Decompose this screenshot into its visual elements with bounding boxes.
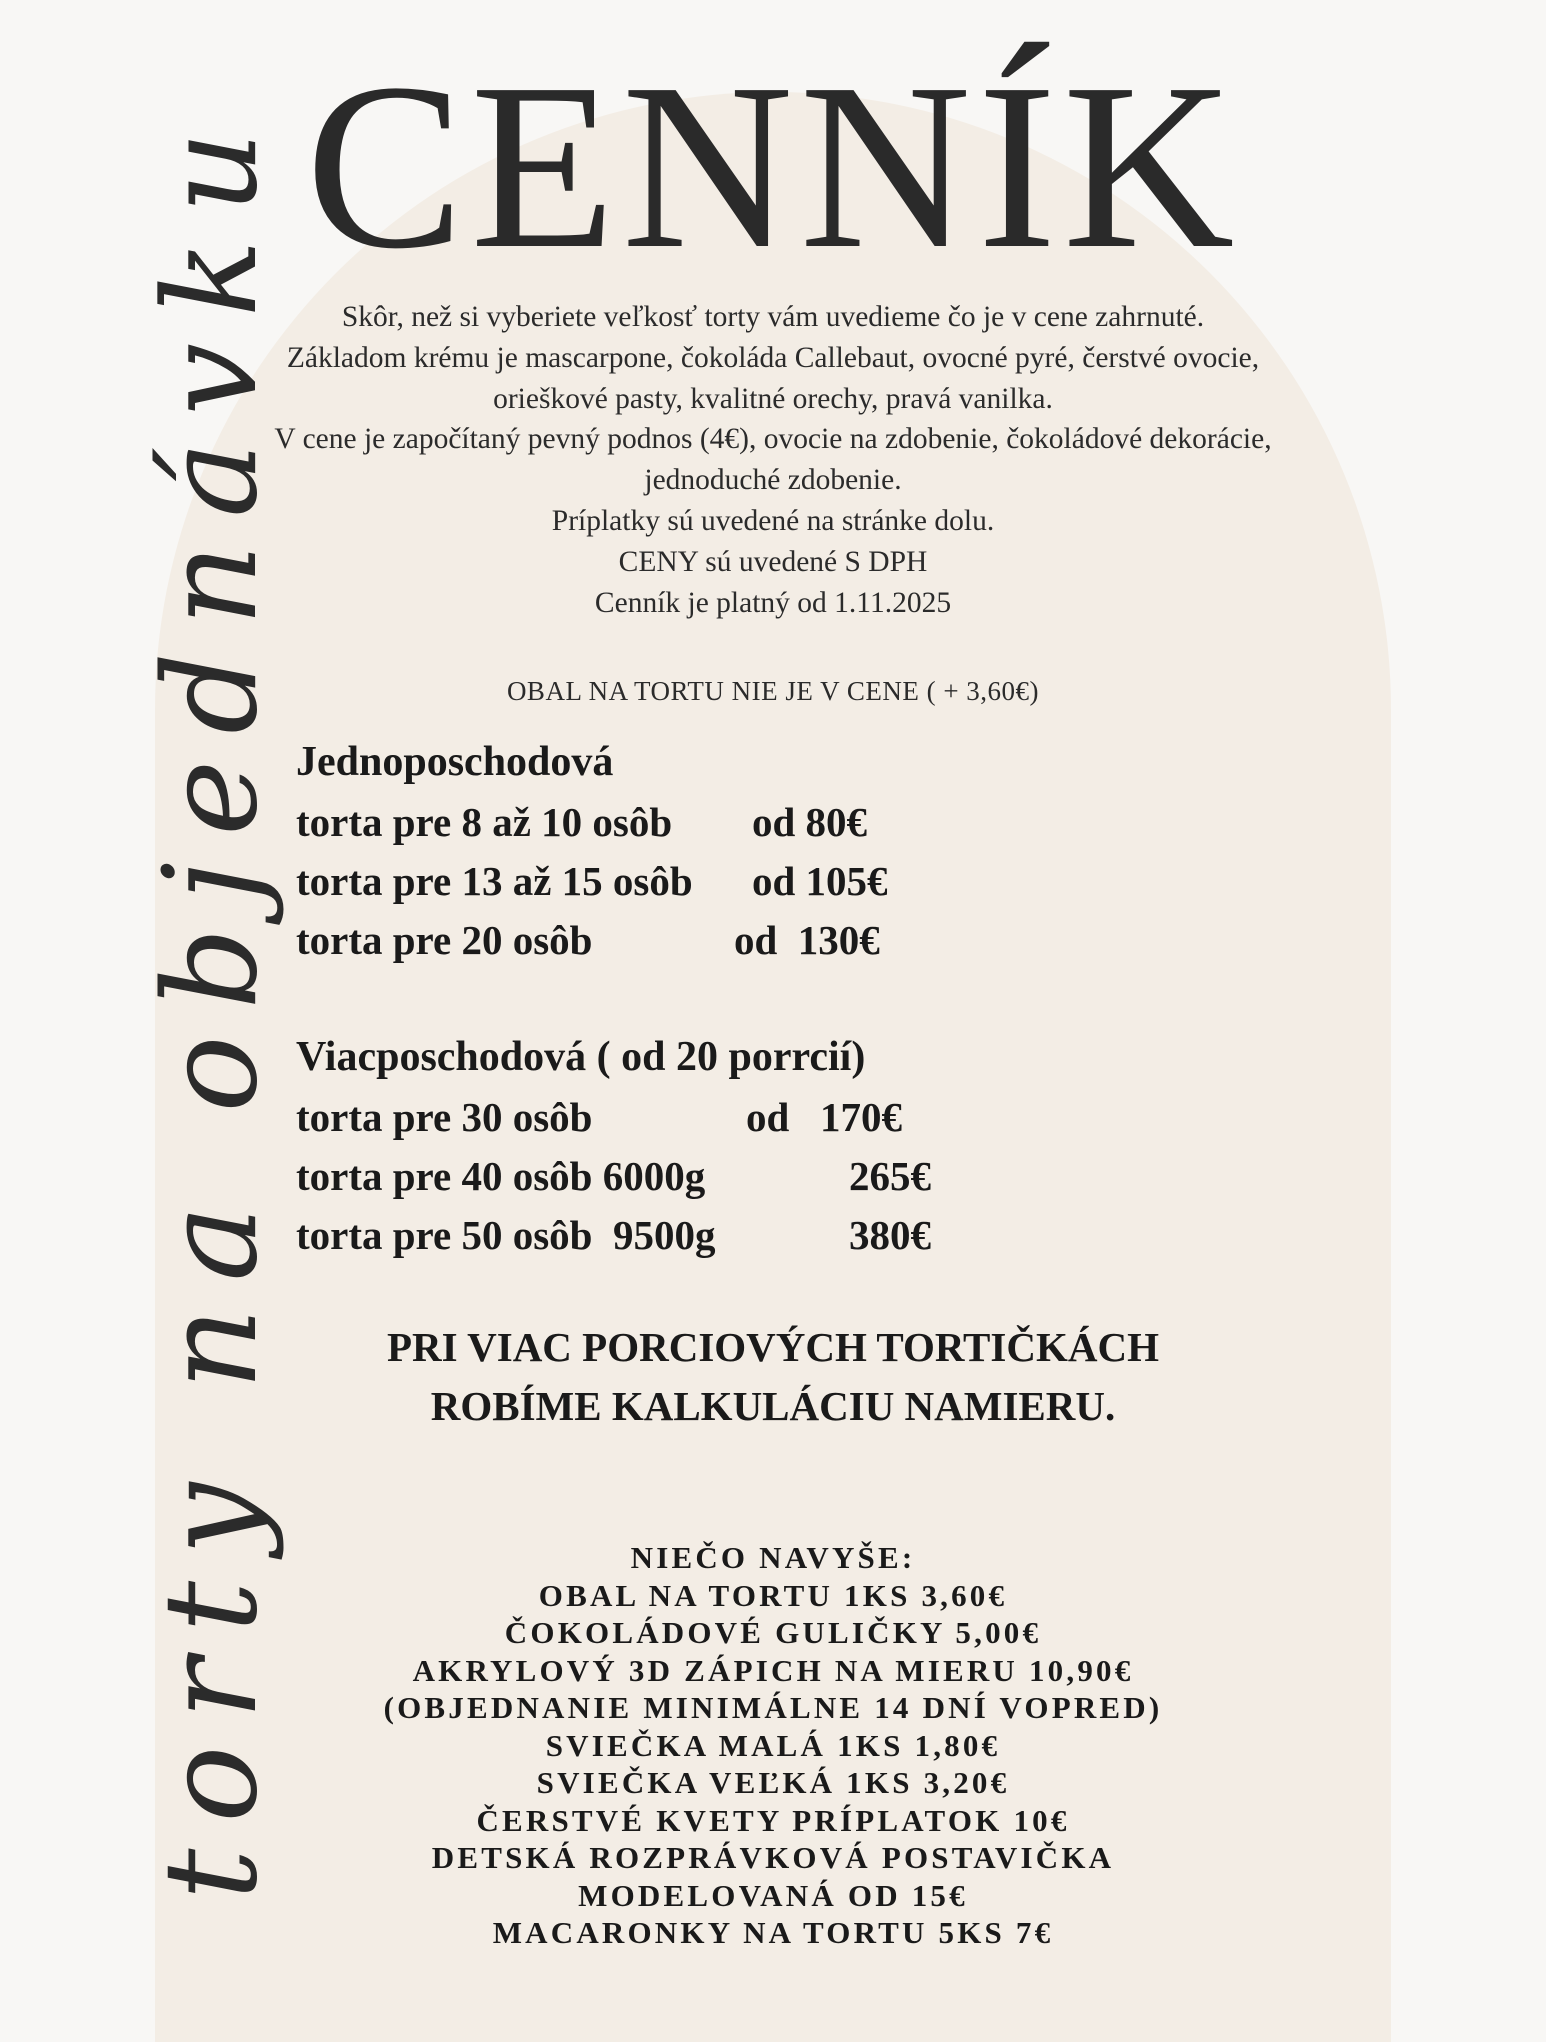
price-row-price: 265€ — [849, 1153, 931, 1199]
price-row-label: torta pre 8 až 10 osôb — [296, 799, 673, 845]
price-row-label: torta pre 13 až 15 osôb — [296, 858, 693, 904]
price-row-label: torta pre 40 osôb 6000g — [296, 1153, 706, 1199]
intro-line: Skôr, než si vyberiete veľkosť torty vám uvedieme čo je v cene zahrnuté. — [341, 301, 1205, 333]
price-row-price: od 80€ — [752, 799, 868, 845]
packaging-notice: OBAL NA TORTU NIE JE V CENE ( + 3,60€) — [506, 676, 1040, 706]
custom-calculation-note — [173, 1318, 1373, 1436]
extras-list — [173, 1539, 1373, 1952]
extras-item: DETSKÁ ROZPRÁVKOVÁ POSTAVIČKA — [431, 1840, 1115, 1875]
price-row-label: torta pre 30 osôb — [296, 1094, 593, 1140]
extras-item: SVIEČKA MALÁ 1KS 1,80€ — [545, 1727, 1001, 1763]
price-row-price: 380€ — [849, 1212, 931, 1258]
extras-item: AKRYLOVÝ 3D ZÁPICH NA MIERU 10,90€ — [412, 1652, 1134, 1688]
price-row-price: od 105€ — [752, 858, 888, 904]
page-title: CENNÍK — [305, 35, 1241, 298]
price-row-label: torta pre 50 osôb 9500g — [296, 1212, 716, 1258]
extras-item: MACARONKY NA TORTU 5KS 7€ — [492, 1915, 1054, 1950]
extras-item: MODELOVANÁ OD 15€ — [578, 1877, 968, 1913]
extras-item: (OBJEDNANIE MINIMÁLNE 14 DNÍ VOPRED) — [383, 1690, 1163, 1725]
intro-line: CENY sú uvedené S DPH — [618, 545, 928, 578]
intro-line: Príplatky sú uvedené na stránke dolu. — [551, 504, 995, 537]
extras-heading: NIEČO NAVYŠE: — [630, 1540, 916, 1575]
multi-tier-heading: Viacposchodová ( od 20 porrcií) — [296, 1034, 866, 1080]
intro-line: Cenník je platný od 1.11.2025 — [594, 586, 952, 619]
extras-item: ČOKOLÁDOVÉ GULIČKY 5,00€ — [504, 1615, 1042, 1650]
intro-line: jednoduché zdobenie. — [644, 464, 902, 497]
extras-item: OBAL NA TORTU 1KS 3,60€ — [538, 1577, 1008, 1613]
price-row-price: od 130€ — [734, 917, 880, 963]
side-script-text: torty na objednávku — [137, 105, 286, 1900]
price-row-price: od 170€ — [746, 1094, 903, 1140]
calc-line: ROBÍME KALKULÁCIU NAMIERU. — [430, 1383, 1116, 1429]
calc-line: PRI VIAC PORCIOVÝCH TORTIČKÁCH — [387, 1324, 1159, 1370]
intro-text — [173, 297, 1373, 623]
intro-line: Základom krému je mascarpone, čokoláda Callebaut, ovocné pyré, čerstvé ovocie, — [286, 341, 1260, 374]
intro-line: orieškové pasty, kvalitné orechy, pravá vanilka. — [493, 382, 1053, 415]
intro-line: V cene je započítaný pevný podnos (4€), ovocie na zdobenie, čokoládové dekorácie, — [274, 423, 1272, 456]
price-row-label: torta pre 20 osôb — [296, 917, 593, 963]
extras-item: SVIEČKA VEĽKÁ 1KS 3,20€ — [536, 1765, 1010, 1800]
extras-item: ČERSTVÉ KVETY PRÍPLATOK 10€ — [476, 1802, 1070, 1838]
single-tier-heading: Jednoposchodová — [296, 739, 614, 785]
